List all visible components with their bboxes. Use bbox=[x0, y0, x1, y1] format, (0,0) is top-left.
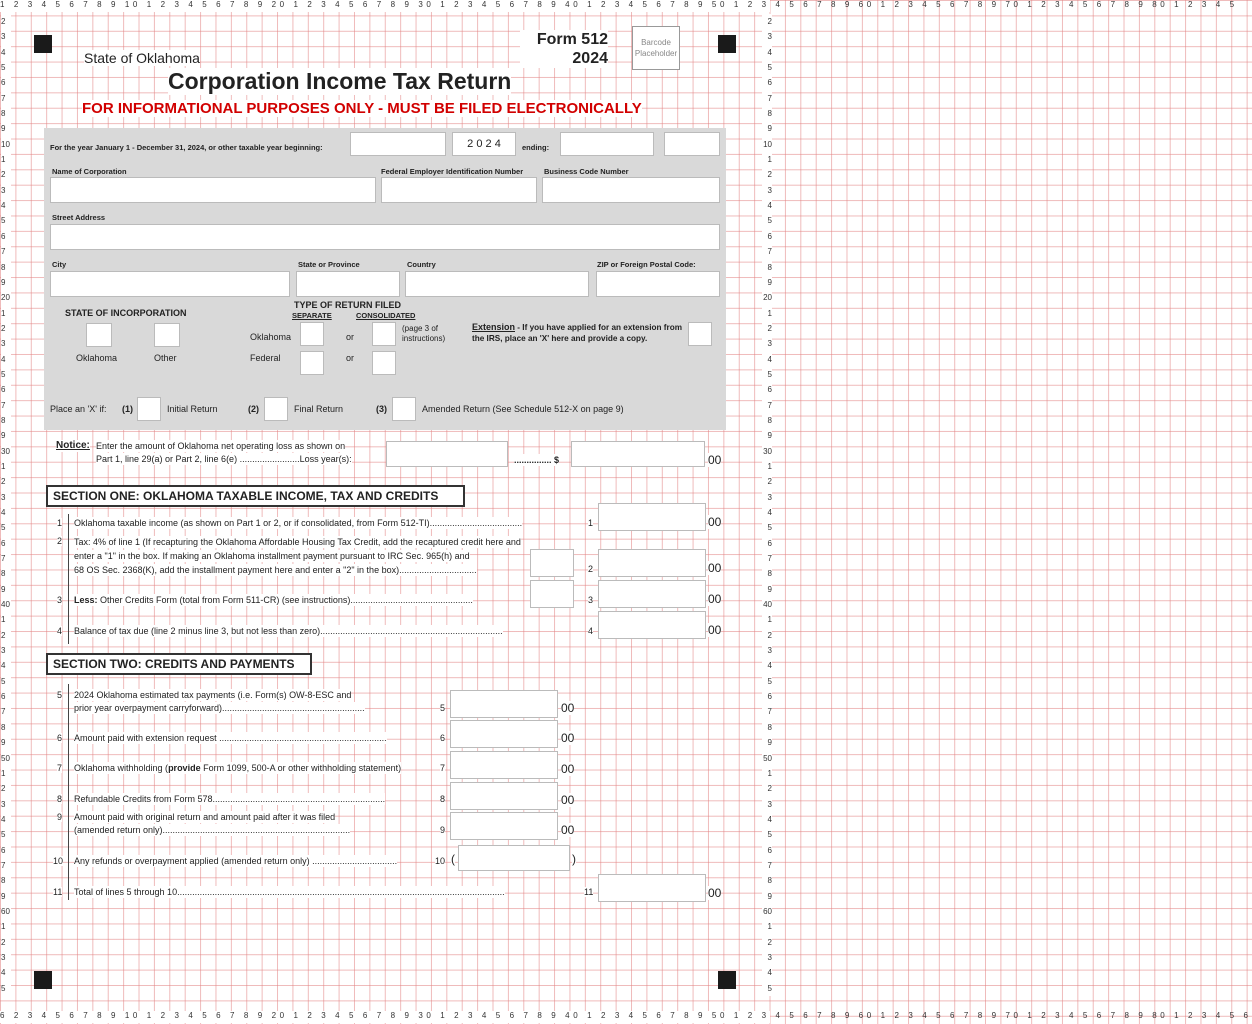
line-6-amount-input[interactable] bbox=[450, 720, 558, 748]
ruler-mark: 7 bbox=[762, 858, 772, 873]
notice-text-2: Part 1, line 29(a) or Part 2, line 6(e) ........................Loss year(s): bbox=[96, 454, 352, 464]
ruler-mark: 2 bbox=[1, 321, 11, 336]
ruler-mark: 60 bbox=[762, 904, 772, 919]
ruler-mark: 9 bbox=[1, 275, 11, 290]
ruler-mark: 8 bbox=[762, 873, 772, 888]
name-label: Name of Corporation bbox=[52, 167, 127, 176]
ruler-mark: 9 bbox=[762, 121, 772, 136]
extension-box[interactable] bbox=[688, 322, 712, 346]
ruler-mark: 3 bbox=[762, 490, 772, 505]
ruler-mark: 9 bbox=[1, 428, 11, 443]
option-2-number: (2) bbox=[248, 404, 259, 414]
section-one-divider bbox=[68, 514, 69, 644]
ruler-mark: 3 bbox=[1, 797, 11, 812]
ruler-mark: 6 bbox=[762, 75, 772, 90]
line-11-ref: 11 bbox=[584, 887, 594, 897]
ruler-mark: 1 bbox=[1, 766, 11, 781]
fein-label: Federal Employer Identification Number bbox=[381, 167, 524, 176]
ruler-mark: 7 bbox=[1, 91, 11, 106]
line-2-text-3: 68 OS Sec. 2368(K), add the installment payment here and enter a "2" in the box)............................... bbox=[74, 565, 477, 575]
ruler-mark: 1 bbox=[762, 766, 772, 781]
ruler-mark: 9 bbox=[762, 275, 772, 290]
line-8-ref: 8 bbox=[440, 794, 446, 804]
incorporation-oklahoma-label: Oklahoma bbox=[76, 353, 118, 363]
ruler-mark: 3 bbox=[762, 29, 772, 44]
line-6-number: 6 bbox=[57, 733, 63, 743]
ruler-mark: 50 bbox=[762, 751, 772, 766]
registration-mark bbox=[34, 971, 52, 989]
ruler-mark: 4 bbox=[1, 658, 11, 673]
ruler-mark: 4 bbox=[762, 965, 772, 980]
ruler-mark: 7 bbox=[1, 398, 11, 413]
zip-label: ZIP or Foreign Postal Code: bbox=[597, 260, 696, 269]
ruler-mark: 9 bbox=[762, 428, 772, 443]
ruler-mark: 6 bbox=[1, 689, 11, 704]
line-9-text-2: (amended return only)........................................................................... bbox=[74, 825, 351, 835]
line-8-cents: 00 bbox=[561, 793, 575, 807]
incorporation-oklahoma-box[interactable] bbox=[86, 323, 112, 347]
or-label: or bbox=[346, 332, 355, 342]
page-note: (page 3 of instructions) bbox=[402, 324, 446, 343]
ruler-mark: 6 bbox=[762, 689, 772, 704]
ruler-mark: 6 bbox=[1, 382, 11, 397]
oklahoma-consolidated-box[interactable] bbox=[372, 322, 396, 346]
ruler-mark: 10 bbox=[762, 137, 772, 152]
ruler-mark: 8 bbox=[1, 720, 11, 735]
ruler-mark: 20 bbox=[1, 290, 11, 305]
tax-year-value: 2 0 2 4 bbox=[452, 132, 516, 156]
line-1-number: 1 bbox=[57, 518, 63, 528]
fein-input[interactable] bbox=[381, 177, 537, 203]
ruler-mark: 1 bbox=[762, 919, 772, 934]
line-9-ref: 9 bbox=[440, 825, 446, 835]
ruler-mark: 5 bbox=[1, 520, 11, 535]
barcode-placeholder: Barcode Placeholder bbox=[632, 26, 680, 70]
ruler-mark: 5 bbox=[1, 827, 11, 842]
ruler-mark: 7 bbox=[762, 244, 772, 259]
ruler-mark: 2 bbox=[1, 628, 11, 643]
ruler-mark: 6 bbox=[1, 229, 11, 244]
line-4-amount-input[interactable] bbox=[598, 611, 706, 639]
zip-input[interactable] bbox=[596, 271, 720, 297]
ruler-mark: 9 bbox=[762, 735, 772, 750]
ruler-mark: 5 bbox=[1, 367, 11, 382]
consolidated-label: CONSOLIDATED bbox=[356, 311, 416, 320]
ruler-mark: 2 bbox=[762, 321, 772, 336]
notice-text-1: Enter the amount of Oklahoma net operating loss as shown on bbox=[96, 441, 346, 451]
line-6-cents: 00 bbox=[561, 731, 575, 745]
ruler-mark: 4 bbox=[762, 45, 772, 60]
tax-year-end-year-input[interactable] bbox=[664, 132, 720, 156]
line-3-amount-input[interactable] bbox=[598, 580, 706, 608]
ruler-mark: 8 bbox=[1, 106, 11, 121]
ruler-mark: 8 bbox=[1, 260, 11, 275]
line-11-text: Total of lines 5 through 10................................................................................................................................... bbox=[74, 887, 505, 897]
incorporation-title: STATE OF INCORPORATION bbox=[65, 308, 187, 318]
ruler-mark: 5 bbox=[762, 213, 772, 228]
ruler-mark: 6 bbox=[762, 382, 772, 397]
line-11-cents: 00 bbox=[708, 886, 722, 900]
line-10-number: 10 bbox=[53, 856, 64, 866]
ruler-mark: 4 bbox=[1, 812, 11, 827]
line-9-amount-input[interactable] bbox=[450, 812, 558, 840]
ruler-mark: 8 bbox=[762, 106, 772, 121]
ruler-mark: 9 bbox=[762, 889, 772, 904]
ruler-mark: 2 bbox=[762, 167, 772, 182]
ruler-mark: 9 bbox=[1, 735, 11, 750]
line-2-cents: 00 bbox=[708, 561, 722, 575]
ruler-mark: 3 bbox=[762, 950, 772, 965]
corporation-name-input[interactable] bbox=[50, 177, 376, 203]
top-ruler: 1 2 3 4 5 6 7 8 9 10 1 2 3 4 5 6 7 8 9 20 1 2 3 4 5 6 7 8 9 30 1 2 3 4 5 6 7 8 9 40 1 2 3 4 5 6 7 8 9 50 1 2 3 4 5 6 7 8 9 60 1 2 3 4 5 6 7 8 9 70 1 2 3 4 5 6 7 8 9 80 1 2 3 4 5 bbox=[0, 0, 770, 12]
ruler-mark: 1 bbox=[762, 152, 772, 167]
form-number: Form 512 2024 bbox=[520, 30, 608, 68]
ruler-mark: 7 bbox=[762, 551, 772, 566]
oklahoma-separate-box[interactable] bbox=[300, 322, 324, 346]
ruler-mark: 6 bbox=[762, 536, 772, 551]
ruler-mark: 5 bbox=[1, 674, 11, 689]
place-x-label: Place an 'X' if: bbox=[50, 404, 107, 414]
ruler-mark: 2 bbox=[762, 474, 772, 489]
federal-separate-box[interactable] bbox=[300, 351, 324, 375]
ruler-mark: 1 bbox=[1, 152, 11, 167]
ruler-mark: 5 bbox=[762, 827, 772, 842]
left-ruler bbox=[1, 14, 11, 996]
line-3-text: Less: Other Credits Form (total from Form 511-CR) (see instructions)................................................. bbox=[74, 595, 473, 605]
ruler-mark: 3 bbox=[762, 183, 772, 198]
ruler-mark: 5 bbox=[762, 60, 772, 75]
line-7-amount-input[interactable] bbox=[450, 751, 558, 779]
line-10-amount-input[interactable] bbox=[458, 845, 570, 871]
line-1-amount-input[interactable] bbox=[598, 503, 706, 531]
ruler-mark: 7 bbox=[1, 244, 11, 259]
line-6-ref: 6 bbox=[440, 733, 446, 743]
ruler-mark: 9 bbox=[1, 121, 11, 136]
extension-note: Extension - If you have applied for an extension from the IRS, place an 'X' here and provide a copy. bbox=[472, 322, 682, 343]
line-8-number: 8 bbox=[57, 794, 63, 804]
tax-year-label: For the year January 1 - December 31, 2024, or other taxable year beginning: bbox=[50, 143, 323, 152]
final-return-box[interactable] bbox=[264, 397, 288, 421]
ruler-mark: 6 bbox=[762, 229, 772, 244]
ruler-mark: 3 bbox=[762, 797, 772, 812]
loss-years-input[interactable] bbox=[386, 441, 508, 467]
ruler-mark: 6 bbox=[1, 536, 11, 551]
line-6-text: Amount paid with extension request ................................................................... bbox=[74, 733, 387, 743]
ruler-mark: 7 bbox=[1, 551, 11, 566]
registration-mark bbox=[34, 35, 52, 53]
line-10-close-paren: ) bbox=[572, 852, 576, 866]
business-code-input[interactable] bbox=[542, 177, 720, 203]
registration-mark bbox=[718, 35, 736, 53]
ruler-mark: 4 bbox=[1, 198, 11, 213]
ruler-mark: 1 bbox=[762, 612, 772, 627]
ruler-mark: 8 bbox=[762, 720, 772, 735]
ruler-mark: 4 bbox=[1, 352, 11, 367]
ruler-mark: 5 bbox=[1, 213, 11, 228]
line-8-text: Refundable Credits from Form 578..................................................................... bbox=[74, 794, 386, 804]
return-type-title: TYPE OF RETURN FILED bbox=[294, 300, 402, 310]
ruler-mark: 1 bbox=[1, 919, 11, 934]
federal-consolidated-box[interactable] bbox=[372, 351, 396, 375]
line-9-number: 9 bbox=[57, 812, 63, 822]
ruler-mark: 2 bbox=[762, 781, 772, 796]
ruler-mark: 4 bbox=[762, 812, 772, 827]
ruler-mark: 60 bbox=[1, 904, 11, 919]
ruler-mark: 7 bbox=[1, 704, 11, 719]
line-3-indicator-box[interactable] bbox=[530, 580, 574, 608]
line-2-text-2: enter a "1" in the box. If making an Oklahoma installment payment pursuant to IRC Sec. 965(h) and bbox=[74, 551, 470, 561]
ruler-mark: 7 bbox=[762, 398, 772, 413]
line-9-text: Amount paid with original return and amount paid after it was filed bbox=[74, 812, 336, 822]
line-9-cents: 00 bbox=[561, 823, 575, 837]
ruler-mark: 3 bbox=[1, 950, 11, 965]
ruler-mark: 7 bbox=[762, 91, 772, 106]
ruler-mark: 1 bbox=[1, 459, 11, 474]
line-2-amount-input[interactable] bbox=[598, 549, 706, 577]
ruler-mark: 5 bbox=[1, 60, 11, 75]
line-2-text: Tax: 4% of line 1 (If recapturing the Oklahoma Affordable Housing Tax Credit, add the recaptured credit here and bbox=[74, 537, 521, 547]
ruler-mark: 3 bbox=[762, 336, 772, 351]
ruler-mark: 9 bbox=[1, 582, 11, 597]
ruler-mark: 8 bbox=[1, 873, 11, 888]
ruler-mark: 3 bbox=[1, 183, 11, 198]
final-return-label: Final Return bbox=[294, 404, 344, 414]
option-1-number: (1) bbox=[122, 404, 133, 414]
ruler-mark: 2 bbox=[762, 14, 772, 29]
ruler-mark: 5 bbox=[1, 981, 11, 996]
bcn-label: Business Code Number bbox=[544, 167, 629, 176]
street-address-input[interactable] bbox=[50, 224, 720, 250]
ruler-mark: 8 bbox=[762, 566, 772, 581]
ruler-mark: 2 bbox=[1, 781, 11, 796]
ruler-mark: 4 bbox=[762, 505, 772, 520]
city-label: City bbox=[52, 260, 67, 269]
page-title: Corporation Income Tax Return bbox=[168, 68, 512, 94]
registration-mark bbox=[718, 971, 736, 989]
line-3-cents: 00 bbox=[708, 592, 722, 606]
ruler-mark: 8 bbox=[1, 566, 11, 581]
amended-return-label: Amended Return (See Schedule 512-X on page 9) bbox=[422, 404, 624, 414]
ruler-mark: 3 bbox=[1, 336, 11, 351]
line-3-number: 3 bbox=[57, 595, 63, 605]
street-label: Street Address bbox=[52, 213, 106, 222]
ruler-mark: 30 bbox=[1, 444, 11, 459]
state-input[interactable] bbox=[296, 271, 400, 297]
city-input[interactable] bbox=[50, 271, 290, 297]
ruler-mark: 2 bbox=[1, 474, 11, 489]
ruler-mark: 3 bbox=[1, 490, 11, 505]
nol-amount-input[interactable] bbox=[571, 441, 705, 467]
tax-year-begin-input[interactable] bbox=[350, 132, 446, 156]
ruler-mark: 20 bbox=[762, 290, 772, 305]
line-11-amount-input[interactable] bbox=[598, 874, 706, 902]
ruler-mark: 4 bbox=[762, 352, 772, 367]
ruler-mark: 30 bbox=[762, 444, 772, 459]
section-two-divider bbox=[68, 684, 69, 900]
ruler-mark: 2 bbox=[762, 935, 772, 950]
ruler-mark: 2 bbox=[1, 14, 11, 29]
line-4-cents: 00 bbox=[708, 623, 722, 637]
ruler-mark: 8 bbox=[762, 413, 772, 428]
right-ruler bbox=[762, 14, 772, 996]
ruler-mark: 4 bbox=[1, 505, 11, 520]
ruler-mark: 6 bbox=[762, 843, 772, 858]
ruler-mark: 2 bbox=[1, 935, 11, 950]
line-1-ref: 1 bbox=[588, 518, 594, 528]
ruler-mark: 4 bbox=[762, 198, 772, 213]
ruler-mark: 5 bbox=[762, 367, 772, 382]
ruler-mark: 10 bbox=[1, 137, 11, 152]
line-4-text: Balance of tax due (line 2 minus line 3, but not less than zero)......................................................................... bbox=[74, 626, 503, 636]
line-7-text: Oklahoma withholding (provide Form 1099, 500-A or other withholding statement) bbox=[74, 763, 402, 773]
ruler-mark: 7 bbox=[762, 704, 772, 719]
line-10-text: Any refunds or overpayment applied (amended return only) .................................. bbox=[74, 856, 398, 866]
ruler-mark: 9 bbox=[762, 582, 772, 597]
ruler-mark: 1 bbox=[1, 612, 11, 627]
ending-label: ending: bbox=[522, 143, 550, 152]
ruler-mark: 1 bbox=[762, 306, 772, 321]
line-5-cents: 00 bbox=[561, 701, 575, 715]
informational-notice: FOR INFORMATIONAL PURPOSES ONLY - MUST BE FILED ELECTRONICALLY bbox=[82, 100, 642, 117]
notice-label: Notice: bbox=[56, 440, 90, 451]
line-5-ref: 5 bbox=[440, 703, 446, 713]
line-2-indicator-box[interactable] bbox=[530, 549, 574, 577]
ruler-mark: 4 bbox=[1, 45, 11, 60]
line-10-open-paren: ( bbox=[451, 852, 455, 866]
section-two-header: SECTION TWO: CREDITS AND PAYMENTS bbox=[46, 653, 312, 675]
section-one-header: SECTION ONE: OKLAHOMA TAXABLE INCOME, TAX AND CREDITS bbox=[46, 485, 465, 507]
line-1-cents: 00 bbox=[708, 515, 722, 529]
line-5-number: 5 bbox=[57, 690, 63, 700]
state-label: State or Province bbox=[298, 260, 360, 269]
line-5-amount-input[interactable] bbox=[450, 690, 558, 718]
line-11-number: 11 bbox=[53, 887, 63, 897]
or-label: or bbox=[346, 353, 355, 363]
notice-dollar: ............... $ bbox=[514, 455, 560, 465]
country-input[interactable] bbox=[405, 271, 589, 297]
ruler-mark: 2 bbox=[1, 167, 11, 182]
ruler-mark: 6 bbox=[1, 843, 11, 858]
ruler-mark: 8 bbox=[762, 260, 772, 275]
line-4-ref: 4 bbox=[588, 626, 594, 636]
ruler-mark: 5 bbox=[762, 520, 772, 535]
ruler-mark: 4 bbox=[762, 658, 772, 673]
ruler-mark: 3 bbox=[762, 643, 772, 658]
line-5-text-2: prior year overpayment carryforward)......................................................... bbox=[74, 703, 365, 713]
ruler-mark: 50 bbox=[1, 751, 11, 766]
ruler-mark: 8 bbox=[1, 413, 11, 428]
bottom-ruler: 6 2 3 4 5 6 7 8 9 10 1 2 3 4 5 6 7 8 9 20 1 2 3 4 5 6 7 8 9 30 1 2 3 4 5 6 7 8 9 40 1 2 3 4 5 6 7 8 9 50 1 2 3 4 5 6 7 8 9 60 1 2 3 4 5 6 7 8 9 70 1 2 3 4 5 6 7 8 9 80 1 2 3 4 5 6 bbox=[0, 1011, 770, 1023]
nol-cents: 00 bbox=[708, 453, 722, 467]
line-2-number: 2 bbox=[57, 536, 63, 546]
country-label: Country bbox=[407, 260, 436, 269]
ruler-mark: 5 bbox=[762, 674, 772, 689]
option-3-number: (3) bbox=[376, 404, 387, 414]
incorporation-other-label: Other bbox=[154, 353, 177, 363]
line-3-ref: 3 bbox=[588, 595, 594, 605]
ruler-mark: 1 bbox=[762, 459, 772, 474]
line-5-text: 2024 Oklahoma estimated tax payments (i.e. Form(s) OW-8-ESC and bbox=[74, 690, 352, 700]
line-4-number: 4 bbox=[57, 626, 63, 636]
ruler-mark: 9 bbox=[1, 889, 11, 904]
ruler-mark: 3 bbox=[1, 29, 11, 44]
line-7-ref: 7 bbox=[440, 763, 446, 773]
ruler-mark: 40 bbox=[1, 597, 11, 612]
federal-return-label: Federal bbox=[250, 353, 281, 363]
line-7-number: 7 bbox=[57, 763, 63, 773]
oklahoma-return-label: Oklahoma bbox=[250, 332, 292, 342]
ruler-mark: 5 bbox=[762, 981, 772, 996]
tax-year-end-input[interactable] bbox=[560, 132, 654, 156]
amended-return-box[interactable] bbox=[392, 397, 416, 421]
ruler-mark: 40 bbox=[762, 597, 772, 612]
state-name: State of Oklahoma bbox=[84, 50, 200, 66]
ruler-mark: 4 bbox=[1, 965, 11, 980]
ruler-mark: 6 bbox=[1, 75, 11, 90]
ruler-mark: 7 bbox=[1, 858, 11, 873]
ruler-mark: 3 bbox=[1, 643, 11, 658]
initial-return-label: Initial Return bbox=[167, 404, 218, 414]
ruler-mark: 1 bbox=[1, 306, 11, 321]
line-10-ref: 10 bbox=[435, 856, 446, 866]
line-7-cents: 00 bbox=[561, 762, 575, 776]
incorporation-other-box[interactable] bbox=[154, 323, 180, 347]
separate-label: SEPARATE bbox=[292, 311, 332, 320]
line-8-amount-input[interactable] bbox=[450, 782, 558, 810]
initial-return-box[interactable] bbox=[137, 397, 161, 421]
line-2-ref: 2 bbox=[588, 564, 594, 574]
line-1-text: Oklahoma taxable income (as shown on Part 1 or 2, or if consolidated, from Form 512-TI)..................................... bbox=[74, 518, 523, 528]
ruler-mark: 2 bbox=[762, 628, 772, 643]
